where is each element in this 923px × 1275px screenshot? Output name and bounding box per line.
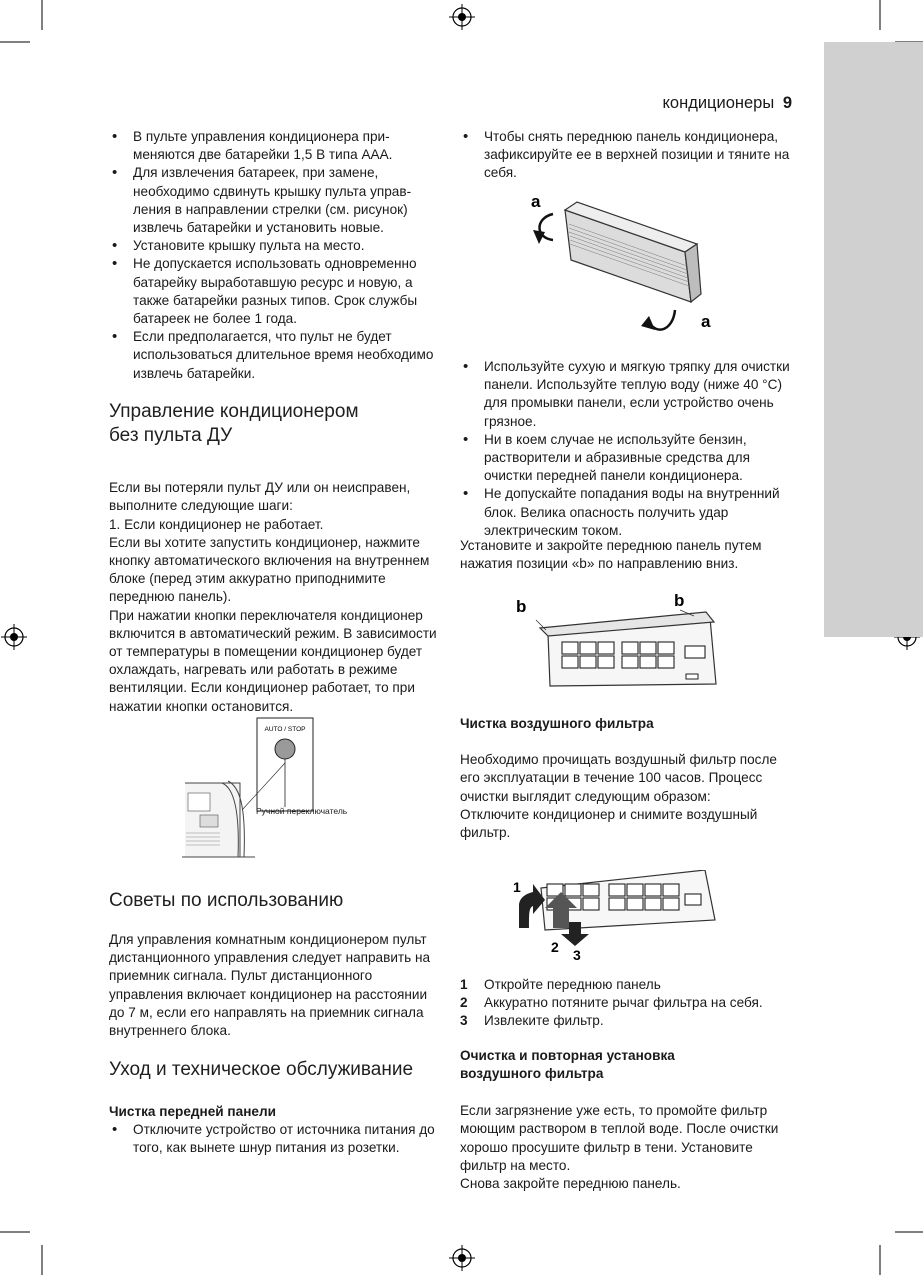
list-item: • Отключите устройство от источника питания до того, как вынете шнур питания из розетки. <box>109 1121 439 1157</box>
registration-mark-icon <box>449 4 475 30</box>
cleaning-list <box>460 358 793 540</box>
front-panel-subheading: Чистка передней панели <box>109 1104 276 1119</box>
list-item: • Ни в коем случае не используйте бензин, растворители и абразивные средства для очистки передней панели кондиционера. <box>460 431 793 486</box>
auto-stop-caption: Ручной переключатель <box>256 806 348 816</box>
list-item: • В пульте управления кондиционера применяются две батарейки 1,5 В типа AAA. <box>109 128 439 164</box>
battery-list <box>109 128 439 383</box>
list-item: • Если предполагается, что пульт не будет использоваться длительное время необходимо извлечь батарейки. <box>109 328 439 383</box>
fig-label-a: a <box>531 192 541 211</box>
fig-step-label: 3 <box>573 947 581 963</box>
left-column <box>109 128 439 383</box>
list-item: • Не допускается использовать одновременно батарейку выработавшую ресурс и новую, а также батарейки разных типов. Срок службы батареек не более 1 года. <box>109 255 439 328</box>
list-item: • Не допускайте попадания воды на внутренний блок. Велика опасность получить удар электрическим током. <box>460 485 793 540</box>
section-heading-care: Уход и техническое обслуживание <box>109 1059 414 1080</box>
section-heading-no-remote: Управление кондиционером без пульта ДУ <box>109 401 359 446</box>
list-item: • Установите крышку пульта на место. <box>109 237 439 255</box>
remove-panel-list <box>460 128 793 183</box>
front-panel-list <box>109 1121 439 1157</box>
list-item: • Используйте сухую и мягкую тряпку для очистки панели. Используйте теплую воду (ниже 40 °C) для промывки панели, если устройство очень грязное. <box>460 358 793 431</box>
no-remote-text: Если вы потеряли пульт ДУ или он неисправен, выполните следующие шаги: 1. Если кондиционер не работает. Если вы хотите запустить кондиционер, нажмите кнопку автоматического включения на внутреннем блоке (перед этим аккуратно приподнимите переднюю панель). При нажатии кнопки переключателя кондиционер включится в автоматический режим. В зависимости от температуры в помещении кондиционер будет охлаждать, нагревать или работать в режиме вентиляции. Если кондиционер работает, то при нажатии кнопки остановится. <box>109 480 437 714</box>
refit-subheading: Очистка и повторная установка воздушного фильтра <box>460 1048 675 1082</box>
fig-label-b: b <box>516 597 527 616</box>
tips-text: Для управления комнатным кондиционером пульт дистанционного управления следует направить на приемник сигнала. Пульт дистанционного управления включает кондиционер на расстоянии до 7 м, если его направлять на приемник сигнала внутреннего блока. <box>109 932 431 1039</box>
list-item: • Чтобы снять переднюю панель кондиционера, зафиксируйте ее в верхней позиции и тяните на себя. <box>460 128 793 183</box>
fig-label-a: a <box>701 312 711 331</box>
auto-stop-figure <box>180 715 380 863</box>
fig-step-label: 1 <box>513 879 521 895</box>
page-number: 9 <box>782 94 792 112</box>
registration-mark-icon <box>1 624 27 650</box>
running-title: кондиционеры <box>662 94 775 112</box>
close-panel-text: Установите и закройте переднюю панель путем нажатия позиции «b» по направлению вниз. <box>460 538 762 572</box>
filter-text: Необходимо прочищать воздушный фильтр после его эксплуатации в течение 100 часов. Процесс очистки выглядит следующим образом: Отключите кондиционер и снимите воздушный фильтр. <box>460 752 777 841</box>
filter-subheading: Чистка воздушного фильтра <box>460 716 654 731</box>
panel-close-figure <box>510 590 725 690</box>
list-item: 1 Откройте переднюю панель <box>460 977 661 992</box>
fig-label-b: b <box>674 591 685 610</box>
refit-text: Если загрязнение уже есть, то промойте фильтр моющим раствором в теплой воде. После очистки хорошо просушите фильтр в тени. Установите фильтр на место. Снова закройте переднюю панель. <box>460 1103 779 1192</box>
steps-list <box>460 976 800 1031</box>
filter-removal-figure <box>505 870 720 965</box>
registration-mark-icon <box>449 1245 475 1271</box>
side-tab <box>824 42 923 637</box>
page-header <box>600 94 792 113</box>
auto-stop-label: AUTO / STOP <box>264 726 306 733</box>
fig-step-label: 2 <box>551 939 559 955</box>
panel-removal-figure <box>525 190 725 350</box>
section-heading-tips: Советы по использованию <box>109 890 344 911</box>
list-item: 2 Аккуратно потяните рычаг фильтра на себя. <box>460 995 763 1011</box>
list-item: • Для извлечения батареек, при замене, необходимо сдвинуть крышку пульта управления в направлении стрелки (см. рисунок) извлечь батарейки и установить новые. <box>109 164 439 237</box>
list-item: 3 Извлеките фильтр. <box>460 1013 604 1029</box>
